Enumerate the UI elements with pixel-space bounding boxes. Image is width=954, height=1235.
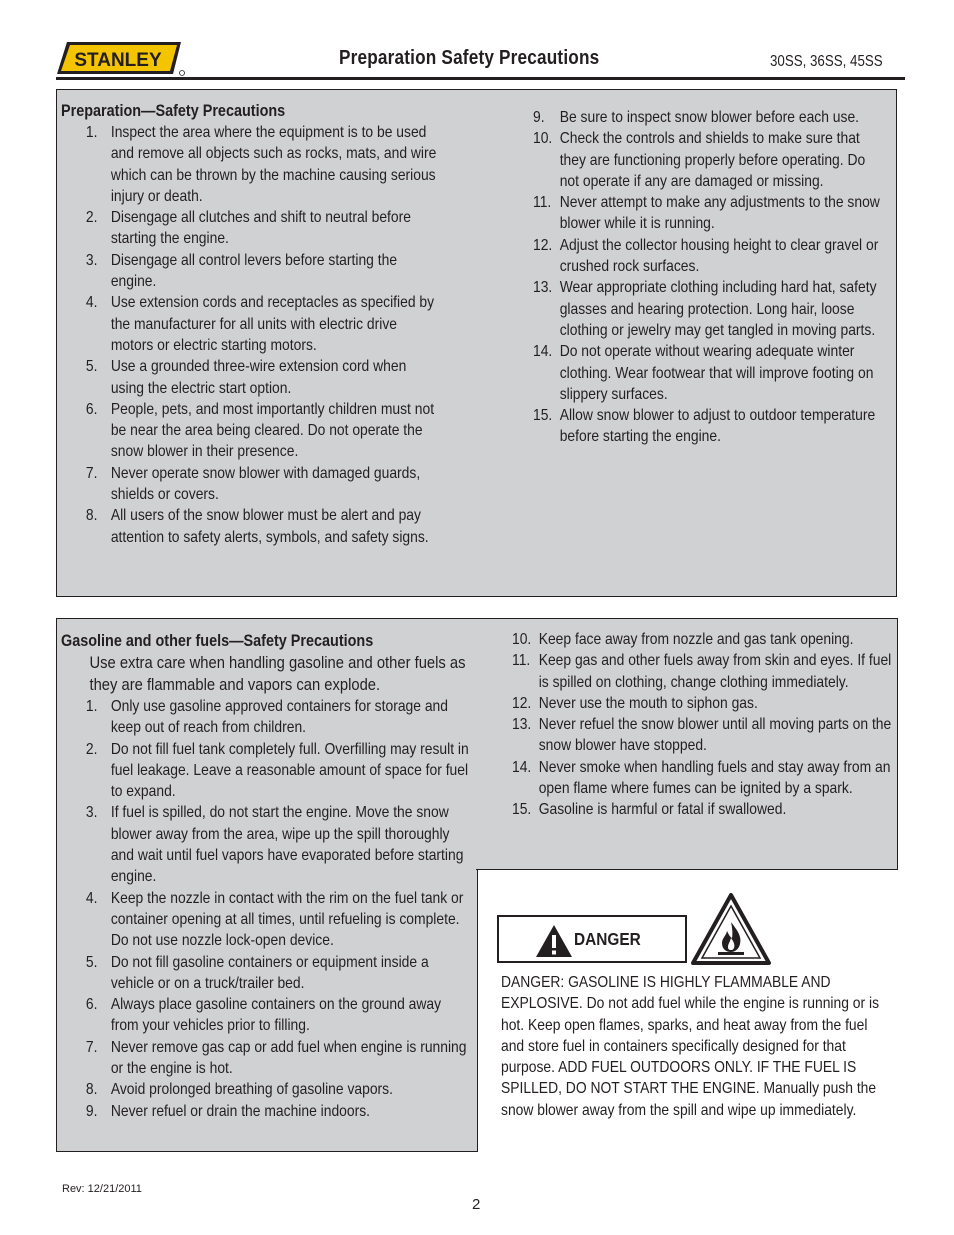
item-number: 1. [85, 698, 98, 715]
item-text: Never smoke when handling fuels and stay away from an open flame where fumes can be ignited by a spark. [538, 758, 891, 798]
item-text: Avoid prolonged breathing of gasoline vapors. [110, 1081, 393, 1099]
item-number: 6. [85, 996, 98, 1014]
item-text: Only use gasoline approved containers for storage and keep out of reach from children. [110, 698, 448, 737]
section-heading: Preparation—Safety Precautions [61, 102, 286, 120]
fuel-left-column [61, 630, 522, 1122]
item-text: Inspect the area where the equipment is to be used and remove all objects such as rocks, mats, and wire which can be thrown by the machine causing serious injury or death. [110, 124, 437, 205]
list-item [61, 739, 471, 803]
list-item [61, 292, 442, 356]
box-divider [476, 869, 898, 870]
item-number: 10. [533, 130, 553, 148]
list-item [61, 1079, 471, 1100]
item-text: Keep gas and other fuels away from skin and eyes. If fuel is spilled on clothing, change clothing immediately. [538, 652, 892, 691]
item-number: 4. [85, 889, 98, 907]
model-numbers: 30SS, 36SS, 45SS [770, 53, 883, 70]
list-item [512, 714, 900, 757]
list-item [61, 952, 471, 995]
list-item [61, 888, 471, 952]
list-item [533, 405, 882, 448]
item-number: 13. [512, 716, 532, 734]
list-item [533, 341, 882, 405]
item-number: 10. [512, 631, 532, 648]
preparation-left-column [61, 100, 489, 548]
item-number: 8. [85, 507, 98, 525]
danger-label [497, 915, 687, 963]
item-number: 13. [533, 279, 553, 297]
item-text: Never remove gas cap or add fuel when engine is running or the engine is hot. [110, 1038, 467, 1078]
item-number: 14. [512, 758, 532, 776]
item-text: Do not fill gasoline containers or equipment inside a vehicle or on a truck/trailer bed. [110, 953, 429, 992]
list-item [61, 122, 442, 207]
item-text: Gasoline is harmful or fatal if swallowed. [538, 801, 787, 819]
list-item [61, 463, 442, 506]
warning-triangle-icon [535, 924, 573, 958]
stanley-logo [55, 42, 185, 76]
flammable-icon [690, 892, 772, 966]
list-item [61, 505, 442, 548]
section-heading: Gasoline and other fuels—Safety Precautions [61, 632, 374, 650]
logo-text: STANLEY [74, 50, 162, 71]
item-text: Keep face away from nozzle and gas tank opening. [538, 631, 854, 648]
list-item [533, 128, 882, 192]
list-item [61, 399, 442, 463]
preparation-right-column [533, 107, 925, 448]
list-item [61, 1101, 471, 1122]
item-number: 14. [533, 343, 553, 361]
item-number: 4. [85, 294, 98, 312]
danger-message [501, 972, 941, 1121]
item-text: Use a grounded three-wire extension cord when using the electric start option. [110, 358, 407, 397]
item-text: Always place gasoline containers on the ground away from your vehicles prior to filling. [110, 996, 442, 1035]
item-text: Do not operate without wearing adequate winter clothing. Wear footwear that will improve footing on slippery surfaces. [559, 343, 874, 403]
item-text: If fuel is spilled, do not start the engine. Move the snow blower away from the area, wipe up the spill thoroughly and wait until fuel vapors have evaporated before starting engine. [110, 804, 464, 886]
precaution-list [61, 696, 471, 1122]
header-divider [56, 77, 905, 80]
item-text: Be sure to inspect snow blower before each use. [559, 109, 860, 126]
item-text: Keep the nozzle in contact with the rim on the fuel tank or container opening at all times, until refueling is complete. Do not use nozzle lock-open device. [110, 889, 464, 950]
list-item [533, 235, 882, 278]
item-text: Do not fill fuel tank completely full. Overfilling may result in fuel leakage. Leave a reasonable amount of space for fuel to expand. [110, 740, 469, 801]
list-item [533, 192, 882, 235]
page-title: Preparation Safety Precautions [339, 47, 600, 69]
item-text: Check the controls and shields to make sure that they are functioning properly before operating. Do not operate if any are damaged or missing. [559, 130, 866, 190]
danger-body-end: Manually push the snow blower away from the spill and wipe up immediately. [501, 1080, 877, 1119]
item-number: 9. [533, 109, 545, 126]
precaution-list [61, 122, 442, 548]
list-item [61, 356, 442, 399]
item-number: 8. [85, 1081, 98, 1099]
list-item [512, 629, 900, 650]
list-item [61, 1037, 471, 1080]
revision-date: Rev: 12/21/2011 [62, 1183, 142, 1195]
list-item [512, 650, 900, 693]
list-item [512, 757, 900, 800]
item-text: People, pets, and most importantly children must not be near the area being cleared. Do not operate the snow blower in their presence. [110, 400, 435, 461]
item-text: Wear appropriate clothing including hard hat, safety glasses and hearing protection. Long hair, loose clothing or jewelry may get tangled in moving parts. [559, 279, 877, 339]
list-item [512, 799, 900, 820]
item-text: Never operate snow blower with damaged guards, shields or covers. [110, 464, 421, 504]
item-number: 6. [85, 400, 98, 418]
item-text: Allow snow blower to adjust to outdoor temperature before starting the engine. [559, 407, 876, 446]
item-number: 15. [533, 407, 553, 425]
item-number: 1. [85, 124, 98, 141]
section-intro: Use extra care when handling gasoline and other fuels as they are flammable and vapors can explode. [89, 653, 466, 694]
item-text: Use extension cords and receptacles as specified by the manufacturer for all units with electric drive motors or electric starting motors. [110, 294, 435, 354]
list-item [533, 277, 882, 341]
item-number: 5. [85, 953, 98, 971]
item-number: 2. [85, 209, 98, 227]
list-item [61, 994, 471, 1037]
item-text: Adjust the collector housing height to clear gravel or crushed rock surfaces. [559, 236, 879, 276]
danger-emphasis: ADD FUEL OUTDOORS ONLY. IF THE FUEL IS SPILLED, DO NOT START THE ENGINE. [501, 1059, 857, 1098]
item-text: All users of the snow blower must be alert and pay attention to safety alerts, symbols, and safety signs. [110, 507, 429, 546]
precaution-list [533, 107, 882, 448]
item-text: Never use the mouth to siphon gas. [538, 694, 758, 712]
item-text: Never refuel or drain the machine indoors. [110, 1102, 371, 1120]
danger-word: DANGER [574, 929, 641, 949]
item-number: 12. [533, 236, 553, 254]
item-number: 7. [85, 1038, 98, 1056]
item-number: 3. [85, 804, 98, 822]
item-number: 5. [85, 358, 98, 376]
fuel-right-column [512, 629, 948, 821]
item-number: 9. [85, 1102, 98, 1120]
item-number: 7. [85, 464, 98, 482]
item-number: 2. [85, 740, 98, 758]
item-text: Disengage all clutches and shift to neutral before starting the engine. [110, 209, 411, 248]
item-number: 12. [512, 694, 532, 712]
list-item [61, 207, 442, 250]
item-number: 11. [533, 194, 552, 212]
item-number: 15. [512, 801, 532, 819]
list-item [61, 696, 471, 739]
item-number: 11. [512, 652, 531, 670]
danger-body: Do not add fuel while the engine is running or is hot. Keep open flames, sparks, and heat away from the fuel and store fuel in containers specifically designed for that purpose. [501, 995, 880, 1077]
precaution-list [512, 629, 900, 821]
item-text: Never refuel the snow blower until all moving parts on the snow blower have stopped. [538, 716, 892, 755]
item-text: Never attempt to make any adjustments to the snow blower while it is running. [559, 194, 880, 233]
page-number: 2 [472, 1196, 481, 1213]
list-item [61, 802, 471, 887]
list-item [512, 693, 900, 714]
list-item [61, 250, 442, 293]
item-text: Disengage all control levers before starting the engine. [110, 251, 398, 291]
danger-headline: DANGER: GASOLINE IS HIGHLY FLAMMABLE AND EXPLOSIVE. [501, 974, 831, 1013]
list-item [533, 107, 882, 128]
item-number: 3. [85, 251, 98, 269]
